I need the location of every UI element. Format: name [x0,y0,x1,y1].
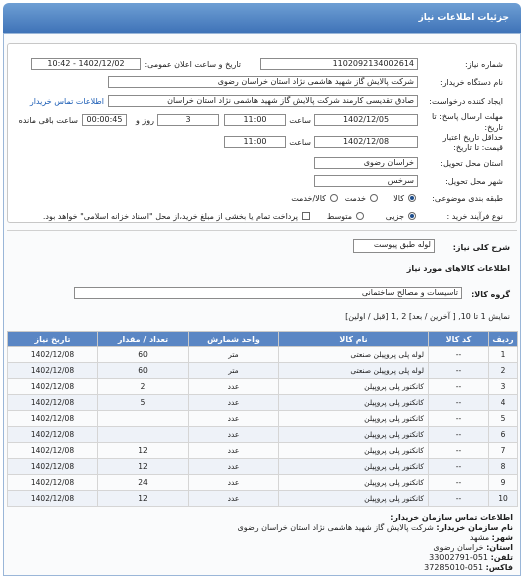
cell-quantity: 24 [98,475,189,491]
remaining-time-label: ساعت باقی مانده [18,116,78,125]
cell-unit: عدد [189,459,279,475]
table-row[interactable] [8,491,518,507]
deadline-time-label: ساعت [289,116,311,125]
contact-city-label: شهر: [491,533,513,542]
cell-name: کانکتور پلی پروپیلن [279,395,429,411]
cell-name: کانکتور پلی پروپیلن [279,427,429,443]
treasury-payment-checkbox[interactable] [302,212,310,220]
days-field[interactable]: 3 [157,114,219,126]
cell-date: 1402/12/08 [8,475,98,491]
cell-quantity: 12 [98,491,189,507]
column-header-quantity[interactable]: تعداد / مقدار [98,332,189,347]
cell-unit: عدد [189,379,279,395]
cell-quantity: 60 [98,363,189,379]
category-option-service: خدمت [344,194,366,203]
province-field[interactable]: خراسان رضوی [314,157,418,169]
cell-date: 1402/12/08 [8,459,98,475]
table-row[interactable] [8,427,518,443]
validity-label-2: قیمت: تا تاریخ: [453,143,503,152]
contact-city-value: مشهد [469,533,490,542]
table-row[interactable] [8,411,518,427]
goods-section-title: اطلاعات کالاهای مورد نیاز [406,264,510,273]
cell-code: -- [429,459,489,475]
cell-unit: عدد [189,491,279,507]
category-radio-goods[interactable] [408,194,416,202]
cell-name: کانکتور پلی پروپیلن [279,411,429,427]
summary-field[interactable]: لوله طبق پیوست [353,239,435,253]
cell-name: کانکتور پلی پروپیلن [279,475,429,491]
cell-code: -- [429,491,489,507]
cell-date: 1402/12/08 [8,395,98,411]
category-option-goods-service: کالا/خدمت [291,194,326,203]
contact-fax-value: 051-37285010 [424,563,484,572]
cell-date: 1402/12/08 [8,427,98,443]
validity-label-1: حداقل تاریخ اعتبار [442,133,503,142]
window-titlebar [3,3,521,33]
column-header-unit[interactable]: واحد شمارش [189,332,279,347]
process-option-medium: متوسط [326,212,352,221]
process-radio-minor[interactable] [408,212,416,220]
process-radio-medium[interactable] [356,212,364,220]
cell-unit: عدد [189,427,279,443]
cell-quantity: 5 [98,395,189,411]
buyer-contact-link[interactable]: اطلاعات تماس خریدار [29,97,104,106]
contact-fax-row [424,563,513,572]
cell-name: کانکتور پلی پروپیلن [279,459,429,475]
contact-province-label: استان: [486,543,513,552]
table-row[interactable] [8,379,518,395]
category-option-goods: کالا [393,194,404,203]
goods-group-label: گروه کالا: [471,290,510,299]
deadline-label-1: مهلت ارسال پاسخ: تا [431,112,503,121]
contact-org-value: شرکت پالایش گاز شهید هاشمی نژاد استان خراسان رضوی [237,523,434,532]
cell-name: کانکتور پلی پروپیلن [279,491,429,507]
validity-date-field[interactable]: 1402/12/08 [314,136,418,148]
need-number-field[interactable]: 1102092134002614 [260,58,418,70]
table-row[interactable] [8,347,518,363]
column-header-index[interactable]: ردیف [489,332,518,347]
treasury-payment-note: پرداخت تمام یا بخشی از مبلغ خرید،از محل "اسناد خزانه اسلامی" خواهد بود. [42,212,298,221]
deadline-date-field[interactable]: 1402/12/05 [314,114,418,126]
goods-group-field[interactable]: تاسیسات و مصالح ساختمانی [74,287,462,299]
column-header-date[interactable]: تاریخ نیاز [8,332,98,347]
category-label: طبقه بندی موضوعی: [432,194,503,203]
cell-index: 2 [489,363,518,379]
cell-date: 1402/12/08 [8,491,98,507]
table-row[interactable] [8,459,518,475]
cell-code: -- [429,427,489,443]
cell-quantity [98,411,189,427]
contact-title: اطلاعات تماس سازمان خریدار: [390,513,513,522]
column-header-code[interactable]: کد کالا [429,332,489,347]
announce-datetime-label: تاریخ و ساعت اعلان عمومی: [144,60,241,69]
buyer-org-label: نام دستگاه خریدار: [440,78,503,87]
validity-time-label: ساعت [289,138,311,147]
announce-datetime-field[interactable]: 1402/12/02 - 10:42 [31,58,141,70]
cell-index: 8 [489,459,518,475]
remaining-time-field[interactable]: 00:00:45 [82,114,127,126]
cell-code: -- [429,379,489,395]
contact-fax-label: فاکس: [485,563,513,572]
contact-phone-value: 051-33002791 [429,553,489,562]
summary-label: شرح کلی نیاز: [452,243,510,252]
buyer-org-field[interactable]: شرکت پالایش گاز شهید هاشمی نژاد استان خراسان رضوی [108,76,418,88]
cell-code: -- [429,475,489,491]
goods-table [7,331,518,507]
cell-index: 7 [489,443,518,459]
cell-unit: عدد [189,411,279,427]
contact-city-row [470,533,513,542]
process-option-minor: جزیی [385,212,404,221]
requester-label: ایجاد کننده درخواست: [429,97,503,106]
cell-quantity [98,427,189,443]
cell-quantity: 60 [98,347,189,363]
cell-index: 1 [489,347,518,363]
cell-index: 4 [489,395,518,411]
pagination[interactable]: نمایش 1 تا 10, [ آخرین / بعد] 2 ,1 [قبل / اولین] [345,312,510,321]
table-row[interactable] [8,395,518,411]
cell-unit: عدد [189,395,279,411]
cell-code: -- [429,411,489,427]
table-row[interactable] [8,475,518,491]
table-row[interactable] [8,443,518,459]
cell-quantity: 12 [98,443,189,459]
cell-code: -- [429,363,489,379]
cell-name: لوله پلی پروپیلن صنعتی [279,347,429,363]
contact-org-row [238,523,513,532]
cell-name: کانکتور پلی پروپیلن [279,443,429,459]
cell-code: -- [429,443,489,459]
days-label: روز و [136,116,154,125]
cell-date: 1402/12/08 [8,363,98,379]
cell-date: 1402/12/08 [8,443,98,459]
window-title: جزئیات اطلاعات نیاز [418,13,509,23]
process-type-label: نوع فرآیند خرید : [446,212,503,221]
contact-phone-row [429,553,513,562]
cell-unit: عدد [189,475,279,491]
cell-code: -- [429,347,489,363]
cell-date: 1402/12/08 [8,347,98,363]
city-label: شهر محل تحویل: [445,177,503,186]
requester-field[interactable]: صادق تقدیسی کارمند شرکت پالایش گاز شهید هاشمی نژاد استان خراسان [108,95,418,107]
cell-quantity: 2 [98,379,189,395]
cell-quantity: 12 [98,459,189,475]
deadline-label-2: تاریخ: [484,123,503,132]
contact-phone-label: تلفن: [490,553,513,562]
cell-index: 6 [489,427,518,443]
table-row[interactable] [8,363,518,379]
cell-unit: متر [189,347,279,363]
cell-unit: عدد [189,443,279,459]
cell-index: 10 [489,491,518,507]
section-divider [7,230,517,231]
cell-index: 9 [489,475,518,491]
contact-province-value: خراسان رضوی [433,543,484,552]
deadline-time-field[interactable]: 11:00 [224,114,286,126]
cell-index: 3 [489,379,518,395]
contact-org-label: نام سازمان خریدار: [436,523,513,532]
city-field[interactable]: سرخس [314,175,418,187]
province-label: استان محل تحویل: [440,159,503,168]
cell-unit: متر [189,363,279,379]
cell-date: 1402/12/08 [8,411,98,427]
table-header-row [8,332,518,347]
cell-index: 5 [489,411,518,427]
column-header-name[interactable]: نام کالا [279,332,429,347]
contact-province-row [433,543,513,552]
cell-name: کانکتور پلی پروپیلن [279,379,429,395]
cell-code: -- [429,395,489,411]
validity-time-field[interactable]: 11:00 [224,136,286,148]
cell-name: لوله پلی پروپیلن صنعتی [279,363,429,379]
category-radio-service[interactable] [370,194,378,202]
cell-date: 1402/12/08 [8,379,98,395]
category-radio-goods-service[interactable] [330,194,338,202]
need-number-label: شماره نیاز: [465,60,503,69]
